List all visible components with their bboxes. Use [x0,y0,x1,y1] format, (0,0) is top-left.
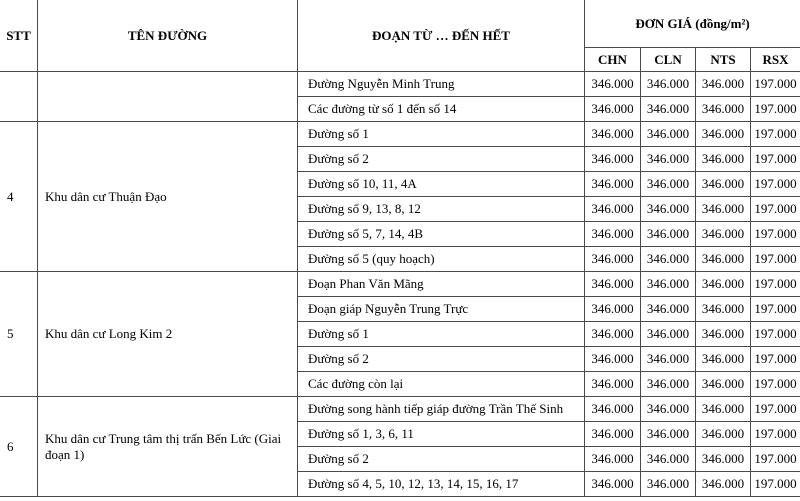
cell-doan-tu: Đường số 2 [298,147,585,172]
cell-cln: 346.000 [641,422,696,447]
cell-chn: 346.000 [585,97,641,122]
cell-nts: 346.000 [696,397,751,422]
table-row [0,72,800,97]
header-nts: NTS [696,48,751,72]
cell-nts: 346.000 [696,322,751,347]
cell-nts: 346.000 [696,297,751,322]
cell-nts: 346.000 [696,197,751,222]
cell-cln: 346.000 [641,372,696,397]
cell-rsx: 197.000 [751,272,800,297]
cell-doan-tu: Đường số 5, 7, 14, 4B [298,222,585,247]
cell-ten-duong: Khu dân cư Long Kim 2 [38,272,298,397]
cell-ten-duong: Khu dân cư Trung tâm thị trấn Bến Lức (Giai đoạn 1) [38,397,298,497]
cell-cln: 346.000 [641,272,696,297]
header-rsx: RSX [751,48,800,72]
cell-rsx: 197.000 [751,472,800,497]
cell-chn: 346.000 [585,347,641,372]
cell-rsx: 197.000 [751,122,800,147]
cell-nts: 346.000 [696,447,751,472]
cell-cln: 346.000 [641,397,696,422]
cell-nts: 346.000 [696,97,751,122]
cell-rsx: 197.000 [751,372,800,397]
cell-chn: 346.000 [585,172,641,197]
cell-stt: 5 [0,272,38,397]
cell-doan-tu: Đoạn Phan Văn Mãng [298,272,585,297]
header-cln: CLN [641,48,696,72]
cell-cln: 346.000 [641,447,696,472]
cell-rsx: 197.000 [751,322,800,347]
cell-cln: 346.000 [641,222,696,247]
cell-stt [0,72,38,122]
table-row [0,122,800,147]
cell-cln: 346.000 [641,122,696,147]
cell-cln: 346.000 [641,347,696,372]
cell-cln: 346.000 [641,97,696,122]
cell-cln: 346.000 [641,72,696,97]
cell-chn: 346.000 [585,472,641,497]
cell-nts: 346.000 [696,347,751,372]
table-row [0,272,800,297]
cell-ten-duong: Khu dân cư Thuận Đạo [38,122,298,272]
cell-cln: 346.000 [641,472,696,497]
cell-rsx: 197.000 [751,397,800,422]
cell-doan-tu: Đường số 2 [298,447,585,472]
cell-doan-tu: Đường Nguyễn Minh Trung [298,72,585,97]
cell-cln: 346.000 [641,322,696,347]
cell-chn: 346.000 [585,72,641,97]
cell-chn: 346.000 [585,197,641,222]
cell-nts: 346.000 [696,472,751,497]
cell-cln: 346.000 [641,297,696,322]
cell-nts: 346.000 [696,122,751,147]
cell-doan-tu: Đường số 1 [298,322,585,347]
cell-nts: 346.000 [696,222,751,247]
header-stt: STT [0,0,38,72]
header-don-gia: ĐƠN GIÁ (đồng/m²) [585,0,800,48]
cell-doan-tu: Đường song hành tiếp giáp đường Trần Thế Sinh [298,397,585,422]
cell-doan-tu: Các đường còn lại [298,372,585,397]
table-row [0,397,800,422]
cell-rsx: 197.000 [751,197,800,222]
cell-chn: 346.000 [585,272,641,297]
cell-stt: 4 [0,122,38,272]
header-doan-tu: ĐOẠN TỪ … ĐẾN HẾT [298,0,585,72]
cell-rsx: 197.000 [751,347,800,372]
cell-doan-tu: Đường số 2 [298,347,585,372]
cell-chn: 346.000 [585,372,641,397]
cell-doan-tu: Đường số 5 (quy hoạch) [298,247,585,272]
cell-doan-tu: Đường số 4, 5, 10, 12, 13, 14, 15, 16, 17 [298,472,585,497]
cell-stt: 6 [0,397,38,497]
cell-chn: 346.000 [585,297,641,322]
cell-doan-tu: Đường số 10, 11, 4A [298,172,585,197]
cell-doan-tu: Đường số 9, 13, 8, 12 [298,197,585,222]
cell-nts: 346.000 [696,72,751,97]
cell-rsx: 197.000 [751,222,800,247]
cell-nts: 346.000 [696,247,751,272]
cell-doan-tu: Đường số 1, 3, 6, 11 [298,422,585,447]
cell-rsx: 197.000 [751,247,800,272]
cell-chn: 346.000 [585,422,641,447]
header-ten-duong: TÊN ĐƯỜNG [38,0,298,72]
cell-chn: 346.000 [585,122,641,147]
cell-rsx: 197.000 [751,97,800,122]
cell-cln: 346.000 [641,247,696,272]
cell-cln: 346.000 [641,172,696,197]
cell-chn: 346.000 [585,222,641,247]
cell-nts: 346.000 [696,272,751,297]
table-body [0,72,800,497]
header-chn: CHN [585,48,641,72]
cell-cln: 346.000 [641,147,696,172]
cell-chn: 346.000 [585,147,641,172]
cell-chn: 346.000 [585,447,641,472]
cell-nts: 346.000 [696,172,751,197]
cell-ten-duong [38,72,298,122]
cell-rsx: 197.000 [751,147,800,172]
cell-rsx: 197.000 [751,447,800,472]
cell-chn: 346.000 [585,397,641,422]
cell-chn: 346.000 [585,322,641,347]
cell-doan-tu: Các đường từ số 1 đến số 14 [298,97,585,122]
cell-doan-tu: Đoạn giáp Nguyễn Trung Trực [298,297,585,322]
cell-rsx: 197.000 [751,72,800,97]
cell-rsx: 197.000 [751,422,800,447]
cell-doan-tu: Đường số 1 [298,122,585,147]
cell-rsx: 197.000 [751,172,800,197]
cell-chn: 346.000 [585,247,641,272]
cell-nts: 346.000 [696,372,751,397]
cell-nts: 346.000 [696,422,751,447]
cell-cln: 346.000 [641,197,696,222]
cell-rsx: 197.000 [751,297,800,322]
table-header [0,0,800,72]
cell-nts: 346.000 [696,147,751,172]
